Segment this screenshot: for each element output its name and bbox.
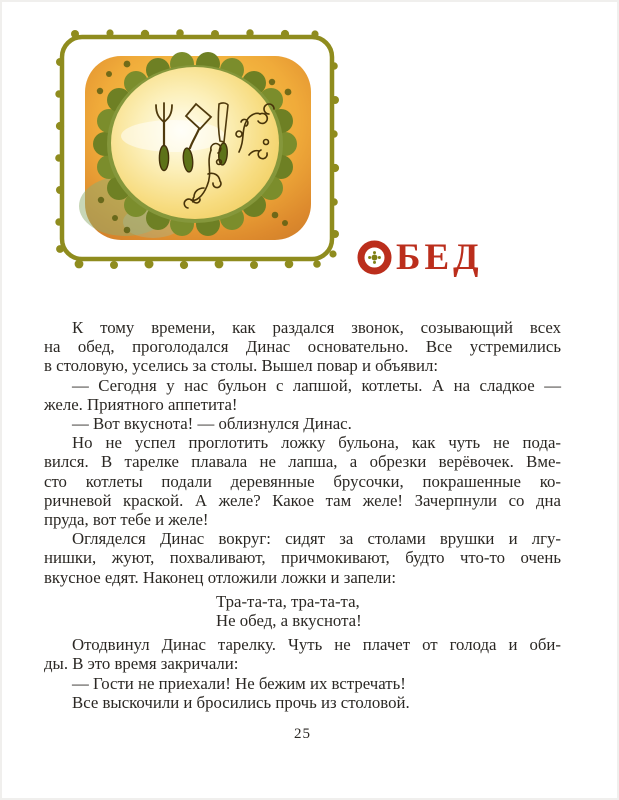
text-line: — Сегодня у нас бульон с лапшой, котлеты. А на сладкое —: [72, 375, 561, 395]
text-line: Отодвинул Динас тарелку. Чуть не плачет от голода и оби-: [72, 635, 561, 655]
verse-line: Тра-та-та, тра-та-та,: [216, 591, 360, 611]
text-line: Все выскочили и бросились прочь из столовой.: [72, 692, 410, 712]
text-line: вкусное едят. Наконец отложили ложки и запели:: [44, 567, 397, 587]
text-line: ды. В это время закричали:: [44, 654, 239, 674]
text-line: на обед, проголодался Динас основательно. Все устремились: [44, 337, 561, 357]
page-number: 25: [294, 726, 311, 742]
text-line: К тому времени, как раздался звонок, созывающий всех: [72, 318, 561, 337]
plate-cutlery-drawing: [53, 24, 343, 274]
text-line: пруда, вот тебе и желе!: [44, 510, 209, 530]
plate-highlight: [121, 120, 225, 152]
text-line: Огляделся Динас вокруг: сидят за столами врушки и лгу-: [72, 529, 561, 549]
text-line: — Гости не приехали! Не бежим их встречать!: [72, 673, 406, 693]
story-text: [44, 318, 561, 712]
verse-line: Не обед, а вкуснота!: [216, 611, 362, 631]
text-line: — Вот вкуснота! — облизнулся Динас.: [72, 414, 352, 434]
decorative-initial-o-glyph: [356, 239, 393, 276]
text-line: желе. Приятного аппетита!: [44, 394, 238, 414]
verse: [216, 592, 561, 630]
chapter-title-text: БЕД: [396, 237, 483, 278]
text-line: нишки, жуют, похваливают, причмокивают, будто что-то очень: [44, 548, 561, 568]
text-line: сто котлеты подали деревянные брусочки, покрашенные ко-: [44, 471, 561, 491]
meal-illustration: [53, 24, 343, 274]
chapter-title: [356, 239, 483, 276]
text-line: ричневой краской. А желе? Какое там желе! Зачерпнули со дна: [44, 490, 561, 510]
text-line: в столовую, уселись за столы. Вышел повар и объявил:: [44, 356, 439, 376]
text-line: вился. В тарелке плавала не лапша, а обрезки верёвочек. Вме-: [44, 452, 561, 472]
text-line: Но не успел проглотить ложку бульона, как чуть не пода-: [72, 433, 561, 453]
